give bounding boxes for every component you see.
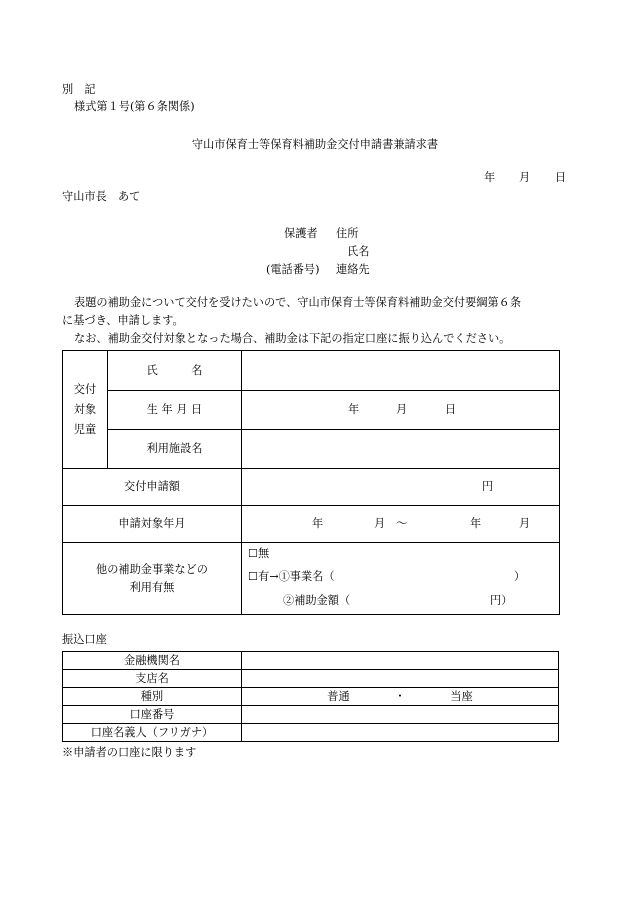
- address-label: 住所: [336, 227, 359, 240]
- branch-label: 支店名: [63, 670, 242, 688]
- period-field[interactable]: 年 月 ～ 年 月: [242, 506, 560, 543]
- yes-checkbox[interactable]: ☐有→①事業名（: [248, 570, 335, 583]
- amount-label: 交付申請額: [63, 469, 242, 506]
- bank-note: ※申請者の口座に限ります: [62, 746, 197, 759]
- period-label: 申請対象年月: [63, 506, 242, 543]
- form-number: 様式第１号(第６条関係): [74, 100, 195, 113]
- body-line-2: に基づき、申請します。: [62, 314, 184, 327]
- other-subsidy-label: 他の補助金事業などの 利用有無: [63, 543, 242, 615]
- contact-label: 連絡先: [336, 263, 370, 276]
- birthdate-label: 生 年 月 日: [108, 391, 242, 430]
- guardian-label: 保護者: [284, 227, 318, 240]
- none-checkbox[interactable]: ☐無: [248, 547, 270, 560]
- phone-label: (電話番号): [266, 263, 320, 276]
- date-day: 日: [555, 171, 567, 184]
- body-line-3: なお、補助金交付対象となった場合、補助金は下記の指定口座に振り込んでください。: [74, 332, 511, 345]
- account-holder-label: 口座名義人（フリガナ）: [63, 724, 242, 742]
- body-line-1: 表題の補助金について交付を受けたいので、守山市保育士等保育料補助金交付要綱第６条: [74, 296, 522, 309]
- account-number-field[interactable]: [242, 706, 559, 724]
- child-name-field[interactable]: [242, 351, 560, 391]
- annex-label: 別 記: [62, 83, 96, 96]
- account-type-field[interactable]: 普通 ・ 当座: [242, 688, 559, 706]
- account-type-label: 種別: [63, 688, 242, 706]
- facility-label: 利用施設名: [108, 430, 242, 469]
- bank-table: [62, 651, 559, 742]
- addressee: 守山市長 あて: [62, 190, 141, 203]
- application-table: [62, 350, 560, 615]
- bank-name-label: 金融機関名: [63, 652, 242, 670]
- bank-section-title: 振込口座: [62, 633, 107, 646]
- other-subsidy-field: ☐無 ☐有→①事業名（ ） ②補助金額（ 円）: [242, 543, 560, 615]
- amount-field[interactable]: 円: [242, 469, 560, 506]
- document-title: 守山市保育士等保育料補助金交付申請書兼請求書: [191, 138, 439, 151]
- date-month: 月: [519, 171, 531, 184]
- birthdate-field[interactable]: 年 月 日: [242, 391, 560, 430]
- name-label: 氏名: [347, 245, 370, 258]
- subsidy-amount-label: ②補助金額（: [283, 594, 351, 607]
- account-number-label: 口座番号: [63, 706, 242, 724]
- bank-name-field[interactable]: [242, 652, 559, 670]
- date-year: 年: [484, 171, 496, 184]
- facility-field[interactable]: [242, 430, 560, 469]
- account-holder-field[interactable]: [242, 724, 559, 742]
- branch-field[interactable]: [242, 670, 559, 688]
- child-name-label: 氏 名: [108, 351, 242, 391]
- child-group-label: 交付 対象 児童: [63, 351, 108, 469]
